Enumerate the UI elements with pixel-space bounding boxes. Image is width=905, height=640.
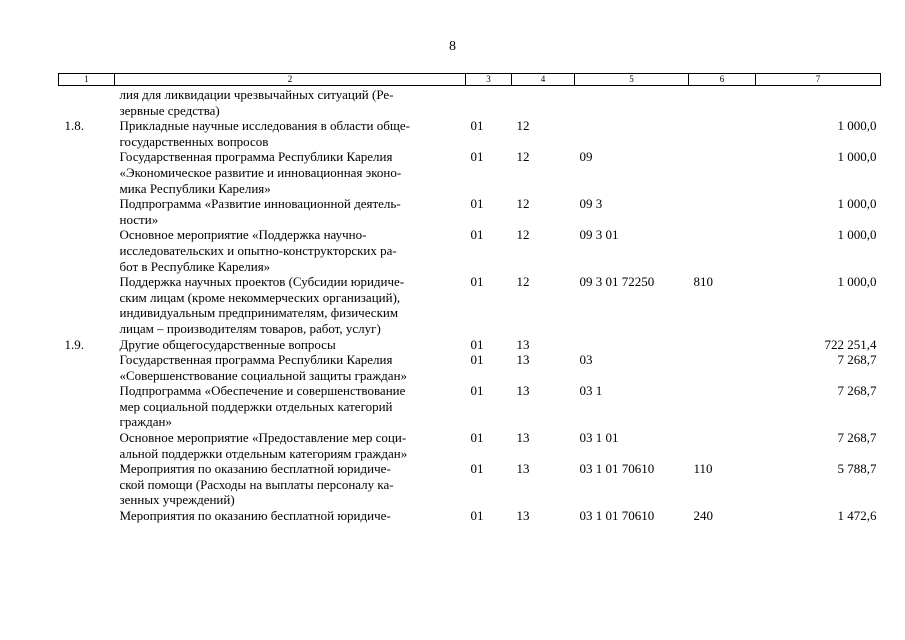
- table-row: [59, 352, 881, 383]
- row-amount: 5 788,7: [837, 461, 877, 477]
- table-row: [59, 383, 881, 430]
- table-row: [59, 196, 881, 227]
- subsection-code: 13: [516, 508, 530, 524]
- section-code: 01: [470, 383, 484, 399]
- section-code: 01: [470, 336, 484, 352]
- table-row: [59, 149, 881, 196]
- column-header: 2: [115, 74, 466, 86]
- section-code: 01: [470, 227, 484, 243]
- row-name: Другие общегосударственные вопросы: [119, 336, 336, 352]
- row-number: 1.9.: [64, 336, 84, 352]
- column-header: 1: [59, 74, 115, 86]
- row-name: Основное мероприятие «Поддержка научно- исследовательских и опытно-конструкторских ра- бот в Республике Карелия»: [119, 227, 397, 274]
- row-amount: 1 000,0: [837, 227, 877, 243]
- table-row: [59, 274, 881, 336]
- target-article-code: 09: [579, 149, 593, 165]
- subsection-code: 12: [516, 227, 530, 243]
- column-number-row: [59, 74, 881, 86]
- section-code: 01: [470, 461, 484, 477]
- expense-type-code: [689, 352, 756, 383]
- expense-type-code: [689, 383, 756, 430]
- table-row: [59, 86, 881, 119]
- row-amount: 7 268,7: [837, 383, 877, 399]
- table-header: [59, 74, 881, 86]
- section-code: 01: [470, 352, 484, 368]
- row-name: Поддержка научных проектов (Субсидии юридиче- ским лицам (кроме некоммерческих организаций), индивидуальным предпринимателям, физическим лицам – производителям товаров, работ, услуг): [119, 274, 405, 336]
- section-code: 01: [470, 430, 484, 446]
- column-header: 7: [756, 74, 881, 86]
- expense-type-code: [689, 118, 756, 149]
- table-row: [59, 508, 881, 524]
- expense-type-code: [689, 227, 756, 274]
- target-article-code: 03 1 01 70610: [579, 461, 655, 477]
- expense-type-code: 240: [693, 508, 713, 524]
- target-article-code: 03 1 01 70610: [579, 508, 655, 524]
- table-row: [59, 430, 881, 461]
- target-article-code: 09 3 01: [579, 227, 619, 243]
- row-number: [59, 274, 115, 336]
- section-code: 01: [470, 274, 484, 290]
- row-amount: 722 251,4: [824, 336, 877, 352]
- table-row: [59, 118, 881, 149]
- row-name: Государственная программа Республики Карелия «Экономическое развитие и инновационная эконо- мика Республики Карелия»: [119, 149, 402, 196]
- row-number: [59, 352, 115, 383]
- row-number: [59, 430, 115, 461]
- section-code: 01: [470, 149, 484, 165]
- target-article-code: [575, 337, 689, 353]
- expense-type-code: 810: [693, 274, 713, 290]
- section-code: [466, 86, 512, 119]
- row-name: Прикладные научные исследования в области обще- государственных вопросов: [119, 118, 410, 149]
- target-article-code: [575, 86, 689, 119]
- row-name: лия для ликвидации чрезвычайных ситуаций (Ре- зервные средства): [119, 87, 394, 118]
- target-article-code: 03 1 01: [579, 430, 619, 446]
- row-number: [59, 227, 115, 274]
- expense-type-code: [689, 86, 756, 119]
- row-amount: 1 000,0: [837, 274, 877, 290]
- page-number: 8: [449, 39, 456, 54]
- subsection-code: 13: [516, 352, 530, 368]
- target-article-code: [575, 118, 689, 149]
- row-number: 1.8.: [64, 118, 84, 134]
- table-row: [59, 337, 881, 353]
- row-amount: 1 000,0: [837, 118, 877, 134]
- row-amount: [756, 86, 881, 119]
- section-code: 01: [470, 508, 484, 524]
- target-article-code: 09 3: [579, 196, 603, 212]
- table-row: [59, 227, 881, 274]
- row-amount: 7 268,7: [837, 430, 877, 446]
- column-header: 4: [512, 74, 575, 86]
- row-amount: 1 000,0: [837, 196, 877, 212]
- section-code: 01: [470, 196, 484, 212]
- subsection-code: 12: [516, 274, 530, 290]
- row-number: [59, 383, 115, 430]
- subsection-code: 13: [516, 383, 530, 399]
- column-header: 6: [689, 74, 756, 86]
- expense-type-code: [689, 196, 756, 227]
- expense-type-code: 110: [693, 461, 713, 477]
- expense-type-code: [689, 337, 756, 353]
- row-amount: 7 268,7: [837, 352, 877, 368]
- column-header: 3: [466, 74, 512, 86]
- subsection-code: 13: [516, 430, 530, 446]
- column-header: 5: [575, 74, 689, 86]
- table-body: [59, 86, 881, 524]
- row-name: Мероприятия по оказанию бесплатной юридиче-: [119, 508, 391, 524]
- row-name: Государственная программа Республики Карелия «Совершенствование социальной защиты граждан»: [119, 352, 408, 383]
- subsection-code: [512, 86, 575, 119]
- row-name: Подпрограмма «Развитие инновационной деятель- ности»: [119, 196, 401, 227]
- target-article-code: 09 3 01 72250: [579, 274, 655, 290]
- target-article-code: 03 1: [579, 383, 603, 399]
- row-number: [59, 86, 115, 119]
- expense-type-code: [689, 430, 756, 461]
- subsection-code: 13: [516, 461, 530, 477]
- subsection-code: 13: [516, 336, 530, 352]
- budget-table: [58, 73, 881, 524]
- row-amount: 1 472,6: [837, 508, 877, 524]
- subsection-code: 12: [516, 196, 530, 212]
- expense-type-code: [689, 149, 756, 196]
- table-row: [59, 461, 881, 508]
- subsection-code: 12: [516, 118, 530, 134]
- target-article-code: 03: [579, 352, 593, 368]
- row-name: Мероприятия по оказанию бесплатной юридиче- ской помощи (Расходы на выплаты персоналу ка- зенных учреждений): [119, 461, 394, 508]
- row-amount: 1 000,0: [837, 149, 877, 165]
- row-number: [59, 149, 115, 196]
- subsection-code: 12: [516, 149, 530, 165]
- row-name: Подпрограмма «Обеспечение и совершенствование мер социальной поддержки отдельных категорий граждан»: [119, 383, 406, 430]
- row-number: [59, 196, 115, 227]
- row-name: Основное мероприятие «Предоставление мер соци- альной поддержки отдельным категориям граждан»: [119, 430, 408, 461]
- row-number: [59, 508, 115, 524]
- section-code: 01: [470, 118, 484, 134]
- row-number: [59, 461, 115, 508]
